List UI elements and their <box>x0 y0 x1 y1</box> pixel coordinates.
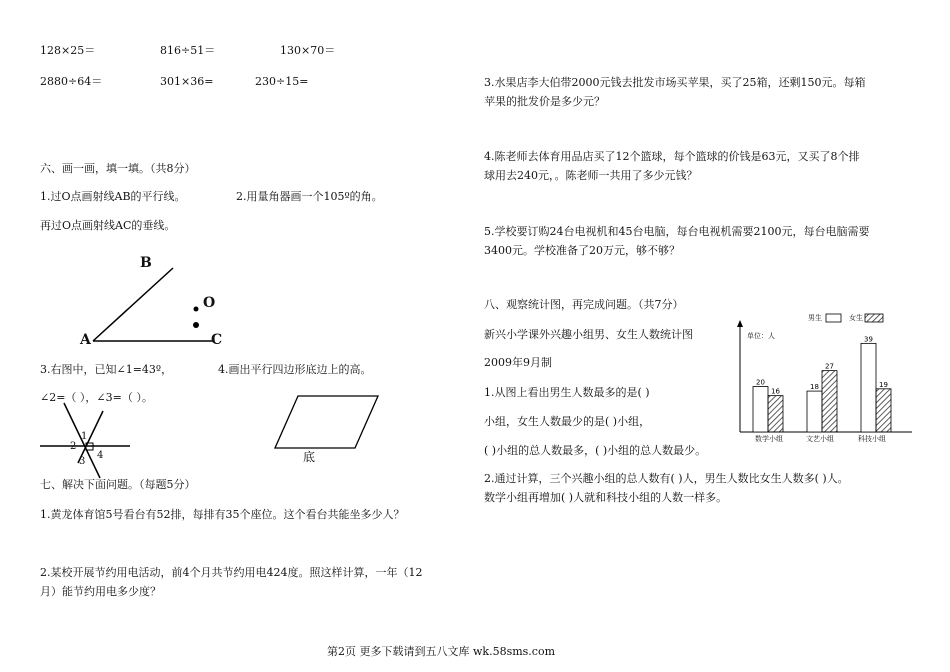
bar-value-label: 27 <box>825 362 834 371</box>
problem-text: 球用去240元，。陈老师一共用了多少元钱？ <box>484 169 698 182</box>
bar-boys <box>753 387 768 432</box>
question-text: 1.从图上看出男生人数最多的是( ) <box>484 386 650 399</box>
legend-boys-swatch <box>826 314 841 322</box>
angle-label: 2 <box>70 441 77 452</box>
x-tick-label: 科技小组 <box>858 435 886 443</box>
bar-value-label: 39 <box>864 335 873 344</box>
question-text: 2.通过计算，三个兴趣小组的总人数有( )人，男生人数比女生人数多( )人。 <box>484 472 849 485</box>
point-label-c: C <box>211 332 223 348</box>
chart-caption: 新兴小学课外兴趣小组男、女生人数统计图 <box>484 328 693 341</box>
x-tick-label: 文艺小组 <box>806 435 834 443</box>
base-label: 底 <box>303 450 316 464</box>
calc-item: 2880÷64＝ <box>40 75 103 88</box>
problem-text: 4.陈老师去体育用品店买了12个篮球，每个篮球的价钱是63元，又买了8个排 <box>484 150 860 163</box>
question-text: 1.过O点画射线AB的平行线。 <box>40 190 186 203</box>
legend-girls-label: 女生 <box>849 314 863 322</box>
question-text: 小组，女生人数最少的是( )小组， <box>484 415 651 428</box>
problem-text: 苹果的批发价是多少元？ <box>484 95 605 108</box>
bar-girls <box>822 371 837 432</box>
problem-text: 月）能节约用电多少度？ <box>40 585 161 598</box>
chart-unit-label: 单位：人 <box>747 332 775 340</box>
bar-girls <box>768 396 783 432</box>
question-text: ( )小组的总人数最多，( )小组的总人数最少。 <box>484 444 707 457</box>
y-axis-arrow <box>737 320 743 327</box>
angle-label: 4 <box>97 450 104 461</box>
bar-value-label: 20 <box>756 378 765 387</box>
bar-boys <box>807 391 822 432</box>
bar-value-label: 16 <box>771 387 780 396</box>
calc-item: 128×25＝ <box>40 44 96 57</box>
calc-item: 130×70＝ <box>280 44 336 57</box>
section6-heading: 六、画一画，填一填。（共8分） <box>40 162 196 175</box>
question-text: ∠2=（ ），∠3=（ ）。 <box>40 391 153 404</box>
point-label-o: O <box>203 295 216 311</box>
problem-text: 3400元。学校准备了20万元，够不够？ <box>484 244 680 257</box>
problem-text: 5.学校要订购24台电视机和45台电脑，每台电视机需要2100元，每台电脑需要 <box>484 225 870 238</box>
x-tick-label: 数学小组 <box>755 435 783 443</box>
bar-value-label: 19 <box>879 380 888 389</box>
bar-girls <box>876 389 891 432</box>
question-text: 4.画出平行四边形底边上的高。 <box>218 363 372 376</box>
angle-label: 1 <box>81 431 88 442</box>
problem-text: 3.水果店李大伯带2000元钱去批发市场买苹果，买了25箱，还剩150元。每箱 <box>484 76 866 89</box>
bar-value-label: 18 <box>810 383 819 392</box>
section7-heading: 七、解决下面问题。（每题5分） <box>40 478 196 491</box>
calc-item: 816÷51＝ <box>160 44 216 57</box>
question-text: 2.用量角器画一个105º的角。 <box>236 190 383 203</box>
point-label-b: B <box>140 255 152 271</box>
chart-caption: 2009年9月制 <box>484 356 552 369</box>
angle-label: 3 <box>79 456 86 467</box>
question-text: 3.右图中，已知∠1=43º， <box>40 363 173 376</box>
calc-item: 301×36= <box>160 75 214 88</box>
legend-girls-swatch <box>865 314 883 322</box>
point-label-a: A <box>80 332 91 348</box>
legend-boys-label: 男生 <box>808 314 822 322</box>
problem-text: 1.黄龙体育馆5号看台有52排，每排有35个座位。这个看台共能坐多少人？ <box>40 508 405 521</box>
section8-heading: 八、观察统计图，再完成问题。（共7分） <box>484 298 684 311</box>
page-footer: 第2页 更多下载请到五八文库 wk.58sms.com <box>327 645 555 658</box>
question-text: 数学小组再增加( )人就和科技小组的人数一样多。 <box>484 491 728 504</box>
calc-item: 230÷15= <box>255 75 309 88</box>
question-text: 再过O点画射线AC的垂线。 <box>40 219 176 232</box>
bar-boys <box>861 343 876 432</box>
problem-text: 2.某校开展节约用电活动，前4个月共节约用电424度。照这样计算，一年（12 <box>40 566 423 579</box>
